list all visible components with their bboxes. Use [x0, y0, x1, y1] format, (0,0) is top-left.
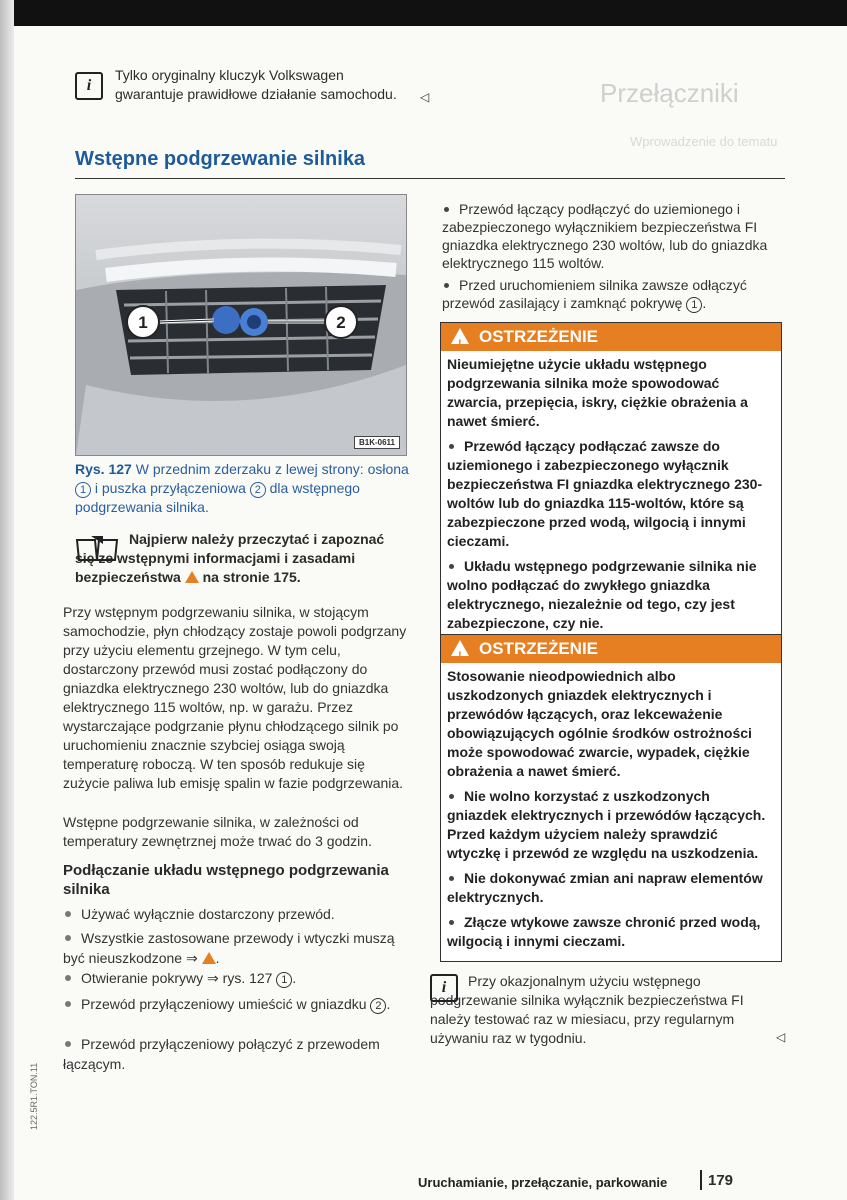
info-note-text: Tylko oryginalny kluczyk Volkswagen gwarantuje prawidłowe działanie samochodu. — [115, 67, 397, 102]
page-binding-shadow — [0, 0, 14, 1200]
bleed-through-subtitle: Wprowadzenie do tematu — [630, 134, 778, 149]
caption-text: W przednim zderzaku z lewej strony: osłona — [135, 461, 409, 477]
bullet-icon — [449, 444, 454, 449]
bullet-icon — [444, 207, 449, 212]
step-text: Otwieranie pokrywy ⇒ rys. 127 — [81, 970, 273, 986]
bullet-icon — [449, 876, 454, 881]
figure-code: B1K-0611 — [354, 436, 400, 449]
book-icon — [75, 534, 119, 562]
warning-item — [447, 557, 773, 633]
warning-header — [441, 635, 781, 663]
warning-item — [447, 913, 773, 951]
info-icon: i — [430, 974, 458, 1002]
read-first-suffix: na stronie 175. — [202, 569, 301, 585]
bullet-icon — [444, 283, 449, 288]
warning-header — [441, 323, 781, 351]
caption-num-2: 2 — [250, 482, 266, 498]
bullet-text: Przewód łączący podłączyć do uziemionego i zabezpieczonego wyłącznikiem bezpieczeństwa FI gniazdka elektrycznego 230 woltów, lub do gniazdka elektrycznego 115 woltów. — [442, 201, 768, 271]
caption-num-1: 1 — [75, 482, 91, 498]
step-text: Wszystkie zastosowane przewody i wtyczki muszą być nieuszkodzone ⇒ — [63, 930, 395, 966]
warning-item — [447, 787, 773, 863]
paragraph-preheat: Przy wstępnym podgrzewaniu silnika, w stojącym samochodzie, płyn chłodzący zostaje powoli podgrzany przy użyciu elementu grzejnego. W tym celu, dostarczony przewód musi zostać podłączony do gniazdka elektrycznego 230 woltów, lub do gniazdka elektrycznego 115 woltów, np. w garażu. Przez wystarczające podgrzanie płynu chłodzącego silnik po uruchomieniu znacznie szybciej osiąga swoją temperaturę roboczą. W ten sposób redukuje się zużycie paliwa lub emisję spalin w fazie podgrzewania. — [63, 604, 407, 791]
info-note-top — [75, 66, 405, 104]
bumper-illustration — [76, 195, 406, 455]
warning-item-text: Złącze wtykowe zawsze chronić przed wodą, wilgocią i innymi cieczami. — [447, 914, 761, 949]
bullet-text: Przed uruchomieniem silnika zawsze odłączyć przewód zasilający i zamknąć pokrywę — [442, 277, 747, 311]
step-4: Przewód przyłączeniowy umieścić w gniazdku 2 . — [63, 994, 408, 1014]
bullet-icon — [65, 1001, 71, 1007]
callout-1: 1 — [138, 313, 148, 332]
caption-mid: i puszka przyłączeniowa — [94, 480, 246, 496]
warning-box-2 — [440, 634, 782, 962]
page-number: 179 — [708, 1172, 734, 1189]
info-note-text: Przy okazjonalnym użyciu wstępnego podgrzewanie silnika wyłącznik bezpieczeństwa FI należy testować raz w miesiacu, przy regularnym używaniu raz w tygodniu. — [430, 973, 744, 1046]
subheading-connect: Podłączanie układu wstępnego podgrzewania silnika — [63, 862, 389, 898]
step-num: 1 — [276, 972, 292, 988]
warning-icon — [451, 328, 469, 344]
figure-caption — [75, 460, 410, 517]
step-text: Przewód przyłączeniowy połączyć z przewodem łączącym. — [63, 1036, 380, 1072]
warning-title: OSTRZEŻENIE — [479, 639, 599, 658]
paragraph-duration: Wstępne podgrzewanie silnika, w zależności od temperatury zewnętrznej może trwać do 3 godzin. — [63, 814, 372, 849]
bleed-through-title: Przełączniki — [600, 78, 739, 108]
bullet-icon — [65, 935, 71, 941]
figure-bumper-grille — [75, 194, 407, 456]
bullet-icon — [65, 975, 71, 981]
warning-inline-icon — [185, 571, 199, 583]
bullet-icon — [65, 911, 71, 917]
bullet-icon — [65, 1041, 71, 1047]
title-rule — [75, 178, 785, 179]
step-text: Przewód przyłączeniowy umieścić w gniazdku — [81, 996, 367, 1012]
callout-2: 2 — [336, 313, 346, 332]
right-bullet-1 — [442, 200, 787, 272]
read-first-note — [75, 530, 405, 587]
read-first-text: Najpierw należy przeczytać i zapoznać się ze wstępnymi informacjami i zasadami bezpieczeństwa — [75, 531, 385, 585]
bullet-num: 1 — [686, 297, 702, 313]
print-code: 122.5R1.TON.11 — [29, 1062, 39, 1130]
warning-icon — [451, 640, 469, 656]
step-5 — [63, 1034, 408, 1074]
step-2: Wszystkie zastosowane przewody i wtyczki muszą być nieuszkodzone ⇒ . — [63, 930, 395, 966]
info-icon: i — [75, 72, 103, 100]
warning-intro: Stosowanie nieodpowiednich albo uszkodzonych gniazdek elektrycznych i przewódów łączących, oraz lekceważenie obowiązujących ogólnie środków ostrożności może spowodować zwarcie, wypadek, ciężkie obrażenia a nawet śmierć. — [447, 668, 752, 779]
end-marker-icon: ◁ — [776, 1030, 786, 1044]
warning-inline-icon — [202, 952, 216, 964]
warning-intro: Nieumiejętne użycie układu wstępnego podgrzewania silnika może spowodować zwarcia, przepięcia, iskry, ciężkie obrażenia a nawet śmierć. — [447, 356, 748, 429]
warning-item-text: Nie wolno korzystać z uszkodzonych gniazdek elektrycznych i przewódów łączących. Przed każdym użyciem należy sprawdzić wtyczkę i przewód ze względu na uszkodzenia. — [447, 788, 766, 861]
bullet-icon — [449, 794, 454, 799]
warning-item-text: Nie dokonywać zmian ani napraw elementów elektrycznych. — [447, 870, 763, 905]
scan-top-edge — [0, 0, 847, 26]
warning-box-1 — [440, 322, 782, 644]
info-note-bottom — [430, 972, 770, 1048]
footer-chapter: Uruchamianie, przełączanie, parkowanie — [418, 1175, 668, 1190]
warning-item-text: Przewód łączący podłączać zawsze do uziemionego i zabezpieczonego wyłącznik bezpieczeństwa FI gniazdka elektrycznego 230-woltów lub do gniazdka 115-woltów, które są zabezpieczone przed wodą, wilgocią i innymi cieczami. — [447, 438, 763, 549]
warning-item — [447, 869, 773, 907]
right-bullet-2: Przed uruchomieniem silnika zawsze odłączyć przewód zasilający i zamknąć pokrywę 1 . — [442, 277, 747, 311]
section-title: Wstępne podgrzewanie silnika — [75, 148, 366, 170]
caption-end: dla wstępnego podgrzewania silnika. — [75, 480, 360, 515]
figure-number: Rys. 127 — [75, 461, 132, 477]
step-text: Używać wyłącznie dostarczony przewód. — [81, 906, 335, 922]
end-marker-icon: ◁ — [420, 90, 430, 104]
footer-divider — [700, 1170, 702, 1190]
bullet-icon — [449, 564, 454, 569]
step-num: 2 — [370, 998, 386, 1014]
bullet-icon — [449, 920, 454, 925]
warning-item — [447, 437, 773, 551]
step-3: Otwieranie pokrywy ⇒ rys. 127 1 . — [63, 968, 408, 988]
warning-item-text: Układu wstępnego podgrzewanie silnika nie wolno podłączać do zwykłego gniazdka elektrycznego, niezależnie od tego, czy jest zabezpieczone, czy nie. — [447, 558, 757, 631]
step-1 — [63, 904, 408, 924]
warning-title: OSTRZEŻENIE — [479, 327, 599, 346]
